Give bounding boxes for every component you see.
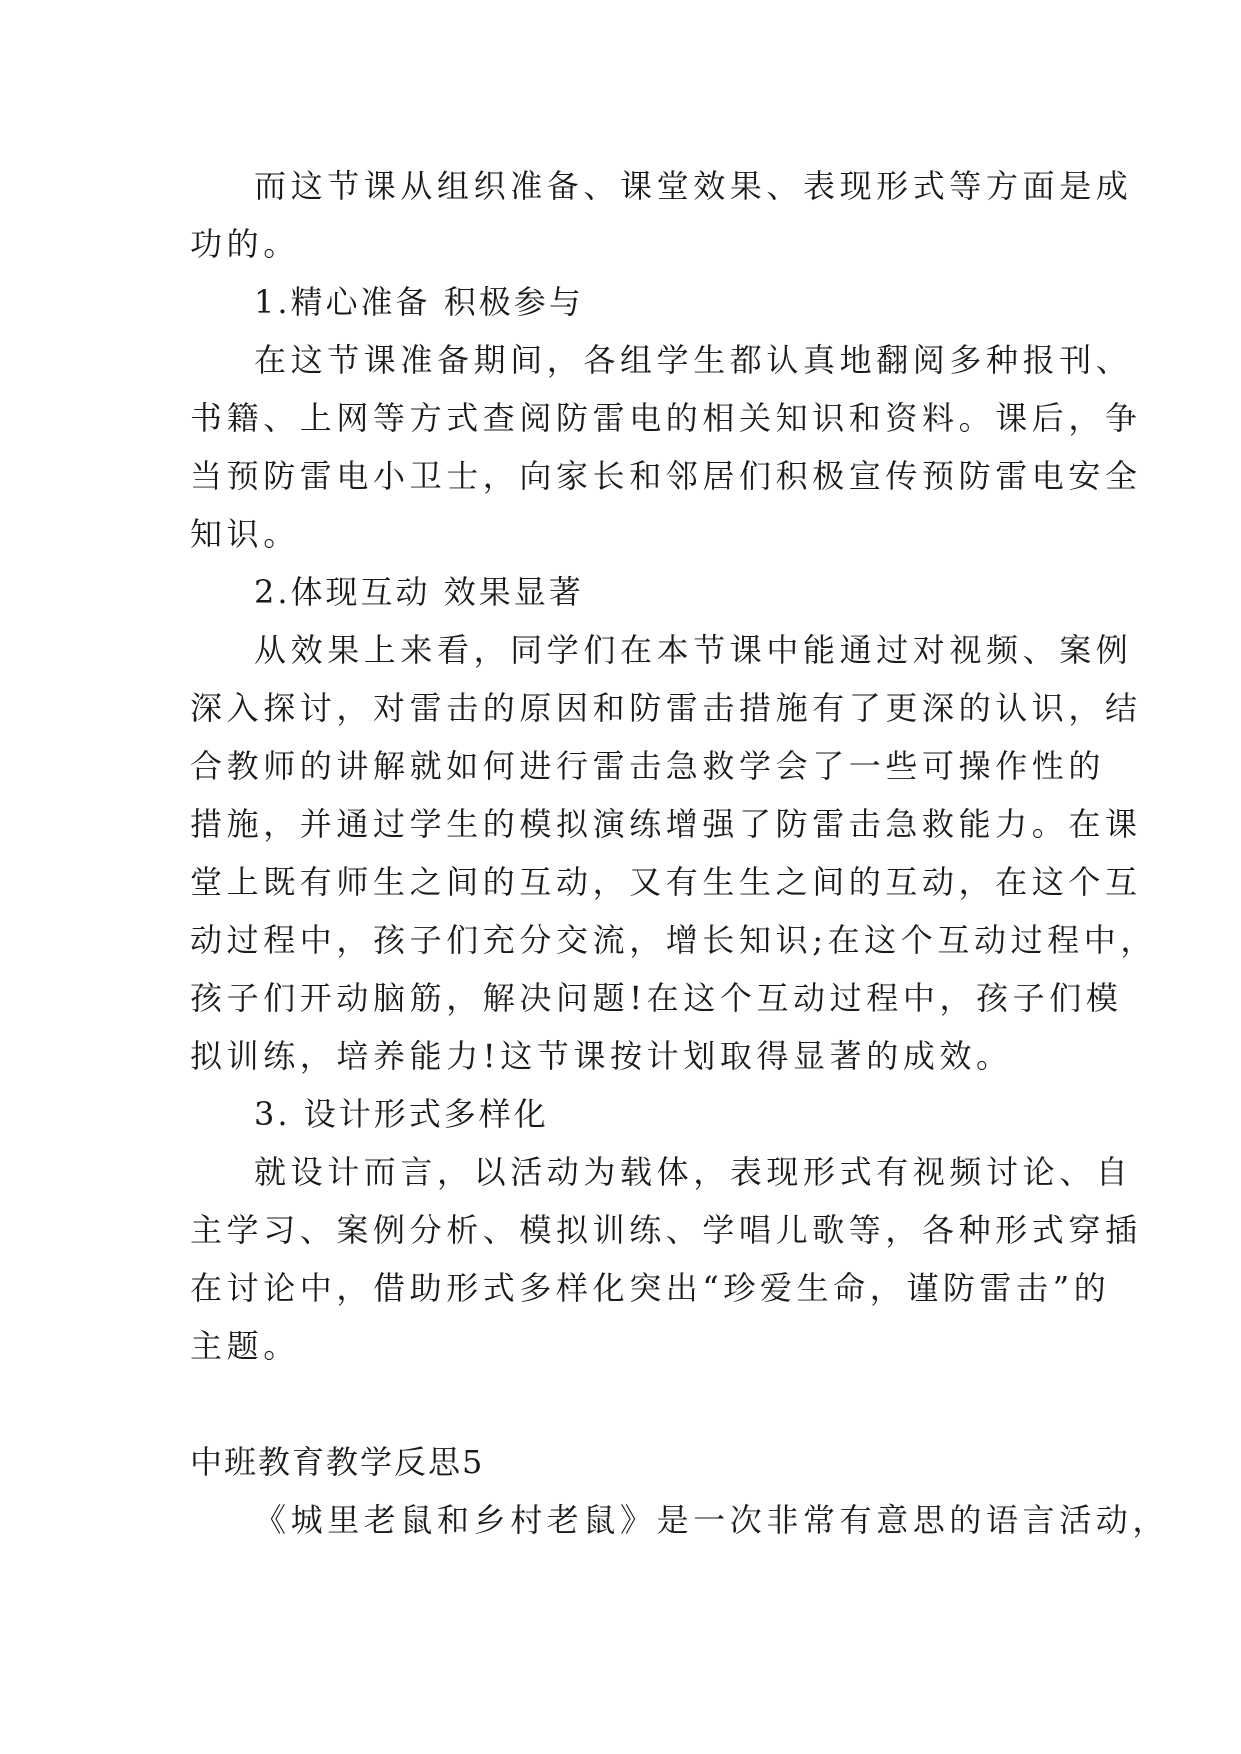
paragraph-line: 深入探讨，对雷击的原因和防雷击措施有了更深的认识，结 (190, 689, 1142, 727)
paragraph-line: 功的。 (190, 225, 300, 263)
subheading-2: 2.体现互动 效果显著 (254, 573, 584, 611)
subheading-1: 1.精心准备 积极参与 (254, 283, 584, 321)
paragraph-line: 《城里老鼠和乡村老鼠》是一次非常有意思的语言活动， (254, 1501, 1170, 1539)
paragraph-line: 就设计而言，以活动为载体，表现形式有视频讨论、自 (254, 1153, 1133, 1191)
section-title: 中班教育教学反思5 (190, 1443, 485, 1481)
paragraph-line: 堂上既有师生之间的互动，又有生生之间的互动，在这个互 (190, 863, 1142, 901)
subheading-3: 3. 设计形式多样化 (254, 1095, 549, 1133)
paragraph-line: 主题。 (190, 1327, 300, 1365)
paragraph-line: 书籍、上网等方式查阅防雷电的相关知识和资料。课后，争 (190, 399, 1142, 437)
paragraph-line: 在讨论中，借助形式多样化突出“珍爱生命，谨防雷击”的 (190, 1269, 1111, 1307)
paragraph-line: 知识。 (190, 515, 300, 553)
paragraph-line: 而这节课从组织准备、课堂效果、表现形式等方面是成 (254, 167, 1133, 205)
paragraph-line: 从效果上来看，同学们在本节课中能通过对视频、案例 (254, 631, 1133, 669)
paragraph-line: 措施，并通过学生的模拟演练增强了防雷击急救能力。在课 (190, 805, 1142, 843)
paragraph-line: 合教师的讲解就如何进行雷击急救学会了一些可操作性的 (190, 747, 1106, 785)
paragraph-line: 孩子们开动脑筋，解决问题!在这个互动过程中，孩子们模 (190, 979, 1123, 1017)
paragraph-line: 拟训练，培养能力!这节课按计划取得显著的成效。 (190, 1037, 1013, 1075)
paragraph-line: 主学习、案例分析、模拟训练、学唱儿歌等，各种形式穿插 (190, 1211, 1142, 1249)
paragraph-line: 动过程中，孩子们充分交流，增长知识;在这个互动过程中， (190, 921, 1157, 959)
paragraph-line: 当预防雷电小卫士，向家长和邻居们积极宣传预防雷电安全 (190, 457, 1142, 495)
paragraph-line: 在这节课准备期间，各组学生都认真地翻阅多种报刊、 (254, 341, 1133, 379)
